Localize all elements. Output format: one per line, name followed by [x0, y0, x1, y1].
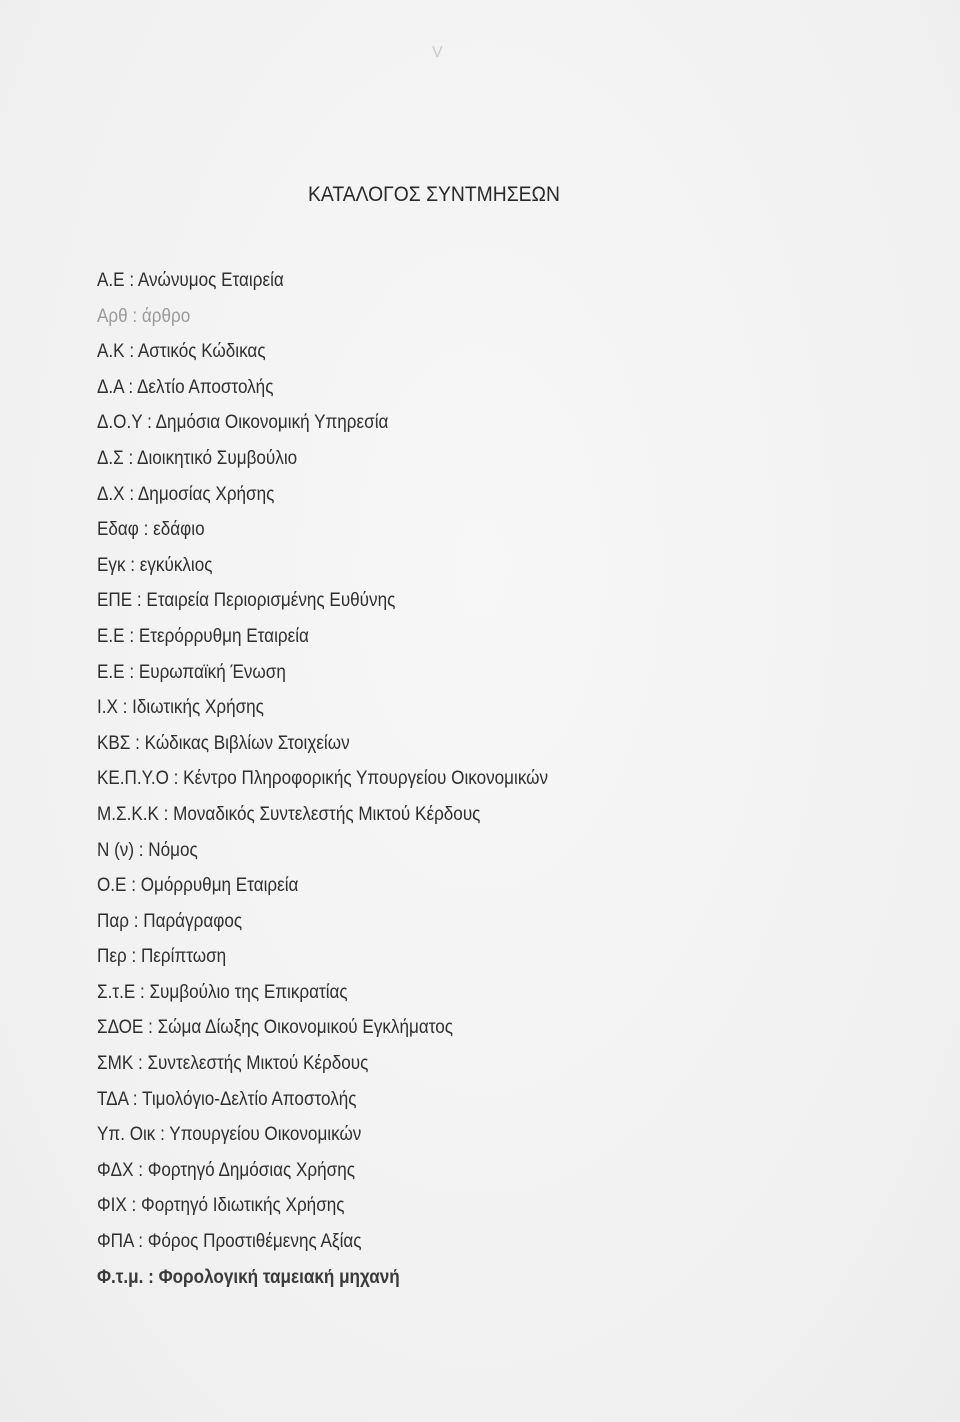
- list-item: Περ : Περίπτωση: [97, 946, 227, 968]
- list-item: ΦΔΧ : Φορτηγό Δημόσιας Χρήσης: [97, 1159, 355, 1181]
- list-item: Δ.Α : Δελτίο Αποστολής: [97, 376, 274, 398]
- list-item: Ο.Ε : Ομόρρυθμη Εταιρεία: [97, 875, 299, 897]
- list-item: ΤΔΑ : Τιμολόγιο-Δελτίο Αποστολής: [97, 1088, 357, 1110]
- list-item: Παρ : Παράγραφος: [97, 910, 243, 932]
- list-item: Αρθ : άρθρο: [97, 305, 191, 327]
- list-item: ΣΜΚ : Συντελεστής Μικτού Κέρδους: [97, 1053, 369, 1075]
- list-item: Ν (ν) : Νόμος: [97, 839, 198, 861]
- list-item: ΦΠΑ : Φόρος Προστιθέμενης Αξίας: [97, 1231, 362, 1253]
- list-item: Ε.Ε : Ευρωπαϊκή Ένωση: [97, 661, 286, 683]
- list-item: ΣΔΟΕ : Σώμα Δίωξης Οικονομικού Εγκλήματος: [97, 1017, 453, 1039]
- list-item: ΦΙΧ : Φορτηγό Ιδιωτικής Χρήσης: [97, 1195, 345, 1217]
- abbreviation-list: [97, 268, 598, 1300]
- list-item: Δ.Σ : Διοικητικό Συμβούλιο: [97, 447, 298, 469]
- page-title: ΚΑΤΑΛΟΓΟΣ ΣΥΝΤΜΗΣΕΩΝ: [308, 183, 560, 206]
- list-item: ΚΒΣ : Κώδικας Βιβλίων Στοιχείων: [97, 732, 350, 754]
- list-item: Ε.Ε : Ετερόρρυθμη Εταιρεία: [97, 625, 309, 647]
- list-item: Φ.τ.μ. : Φορολογική ταμειακή μηχανή: [97, 1266, 400, 1288]
- list-item: Υπ. Οικ : Υπουργείου Οικονομικών: [97, 1124, 362, 1146]
- page-number-mark: V: [432, 44, 443, 61]
- list-item: Δ.Ο.Υ : Δημόσια Οικονομική Υπηρεσία: [97, 412, 389, 434]
- list-item: Μ.Σ.Κ.Κ : Μοναδικός Συντελεστής Μικτού Κέρδους: [97, 803, 481, 825]
- title-container: [0, 183, 960, 213]
- list-item: Α.Ε : Ανώνυμος Εταιρεία: [97, 270, 284, 291]
- list-item: Α.Κ : Αστικός Κώδικας: [97, 341, 266, 363]
- list-item: ΕΠΕ : Εταιρεία Περιορισμένης Ευθύνης: [97, 590, 396, 612]
- list-item: Εγκ : εγκύκλιος: [97, 554, 213, 576]
- list-item: Σ.τ.Ε : Συμβούλιο της Επικρατίας: [97, 981, 348, 1003]
- list-item: Εδαφ : εδάφιο: [97, 519, 205, 541]
- list-item: ΚΕ.Π.Υ.Ο : Κέντρο Πληροφορικής Υπουργείου Οικονομικών: [97, 768, 549, 790]
- list-item: Ι.Χ : Ιδιωτικής Χρήσης: [97, 697, 264, 719]
- list-item: Δ.Χ : Δημοσίας Χρήσης: [97, 483, 275, 505]
